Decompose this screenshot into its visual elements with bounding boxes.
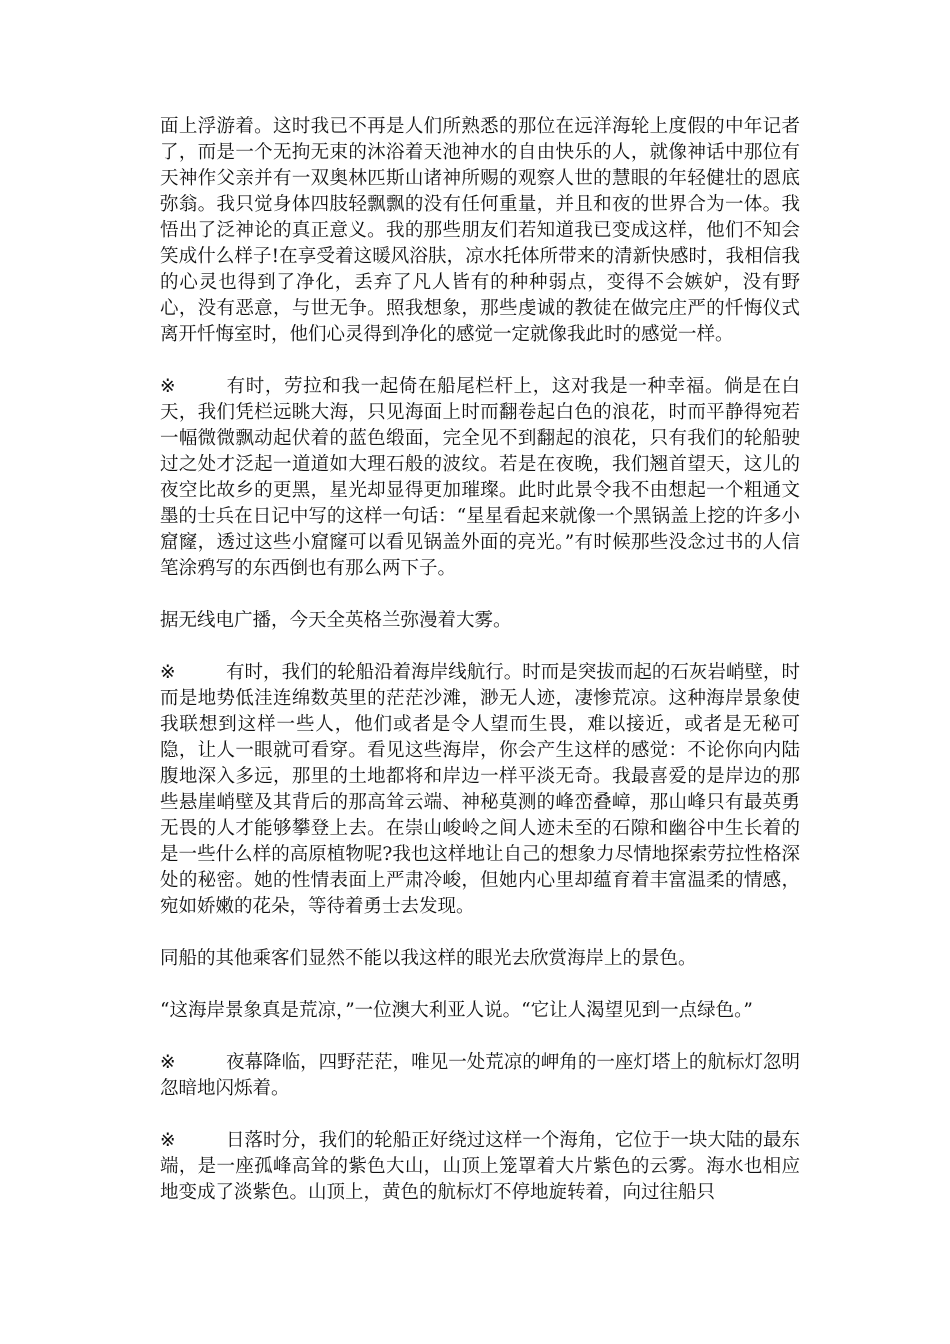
paragraph-2-text: 有时，劳拉和我一起倚在船尾栏杆上，这对我是一种幸福。倘是在白天，我们凭栏远眺大海，只见海面上时而翻卷起白色的浪花，时而平静得宛若一幅微微飘动起伏着的蓝色缎面，完全见不到翻起的浪花，只有我们的轮船驶过之处才泛起一道道如大理石般的波纹。若是在夜晚，我们翘首望天，这儿的夜空比故乡的更黑，星光却显得更加璀璨。此时此景令我不由想起一个粗通文墨的士兵在日记中写的这样一句话：“星星看起来就像一个黑锅盖上挖的许多小窟窿，透过这些小窟窿可以看见锅盖外面的亮光。”有时候那些没念过书的人信笔涂鸦写的东西倒也有那么两下子。 — [160, 376, 800, 579]
paragraph-2 — [160, 374, 800, 582]
paragraph-7-text: 夜幕降临，四野茫茫，唯见一处荒凉的岬角的一座灯塔上的航标灯忽明忽暗地闪烁着。 — [160, 1052, 800, 1099]
reference-mark: ※ — [160, 662, 176, 683]
paragraph-3-text: 据无线电广播，今天全英格兰弥漫着大雾。 — [160, 610, 512, 631]
paragraph-3 — [160, 608, 800, 634]
paragraph-7 — [160, 1050, 800, 1102]
paragraph-4-text: 有时，我们的轮船沿着海岸线航行。时而是突拔而起的石灰岩峭壁，时而是地势低洼连绵数英里的茫茫沙滩，渺无人迹，凄惨荒凉。这种海岸景象使我联想到这样一些人，他们或者是令人望而生畏，难以接近，或者是无秘可隐，让人一眼就可看穿。看见这些海岸，你会产生这样的感觉：不论你向内陆腹地深入多远，那里的土地都将和岸边一样平淡无奇。我最喜爱的是岸边的那些悬崖峭壁及其背后的那高耸云端、神秘莫测的峰峦叠嶂，那山峰只有最英勇无畏的人才能够攀登上去。在崇山峻岭之间人迹未至的石隙和幽谷中生长着的是一些什么样的高原植物呢?我也这样地让自己的想象力尽情地探索劳拉性格深处的秘密。她的性情表面上严肃冷峻，但她内心里却蕴育着丰富温柔的情感，宛如娇嫩的花朵，等待着勇士去发现。 — [160, 662, 800, 917]
reference-mark: ※ — [160, 1130, 176, 1151]
reference-mark: ※ — [160, 1052, 176, 1073]
paragraph-5-text: 同船的其他乘客们显然不能以我这样的眼光去欣赏海岸上的景色。 — [160, 948, 697, 969]
paragraph-5 — [160, 946, 800, 972]
paragraph-6-text: “这海岸景象真是荒凉，”一位澳大利亚人说。“它让人渴望见到一点绿色。” — [160, 1000, 753, 1021]
paragraph-8-text: 日落时分，我们的轮船正好绕过这样一个海角，它位于一块大陆的最东端，是一座孤峰高耸的紫色大山，山顶上笼罩着大片紫色的云雾。海水也相应地变成了淡紫色。山顶上，黄色的航标灯不停地旋转着，向过往船只 — [160, 1130, 800, 1203]
paragraph-4 — [160, 660, 800, 920]
paragraph-1-text: 面上浮游着。这时我已不再是人们所熟悉的那位在远洋海轮上度假的中年记者了，而是一个无拘无束的沐浴着天池神水的自由快乐的人，就像神话中那位有天神作父亲并有一双奥林匹斯山诸神所赐的观察人世的慧眼的年轻健壮的恩底弥翁。我只觉身体四肢轻飘飘的没有任何重量，并且和夜的世界合为一体。我悟出了泛神论的真正意义。我的那些朋友们若知道我已变成这样，他们不知会笑成什么样子!在享受着这暖风浴肤，凉水托体所带来的清新快感时，我相信我的心灵也得到了净化，丢弃了凡人皆有的种种弱点，变得不会嫉妒，没有野心，没有恶意，与世无争。照我想象，那些虔诚的教徒在做完庄严的忏悔仪式离开忏悔室时，他们心灵得到净化的感觉一定就像我此时的感觉一样。 — [160, 116, 800, 345]
paragraph-1 — [160, 114, 800, 348]
paragraph-6 — [160, 998, 800, 1024]
paragraph-8 — [160, 1128, 800, 1206]
document-page — [160, 114, 800, 1232]
reference-mark: ※ — [160, 376, 176, 397]
